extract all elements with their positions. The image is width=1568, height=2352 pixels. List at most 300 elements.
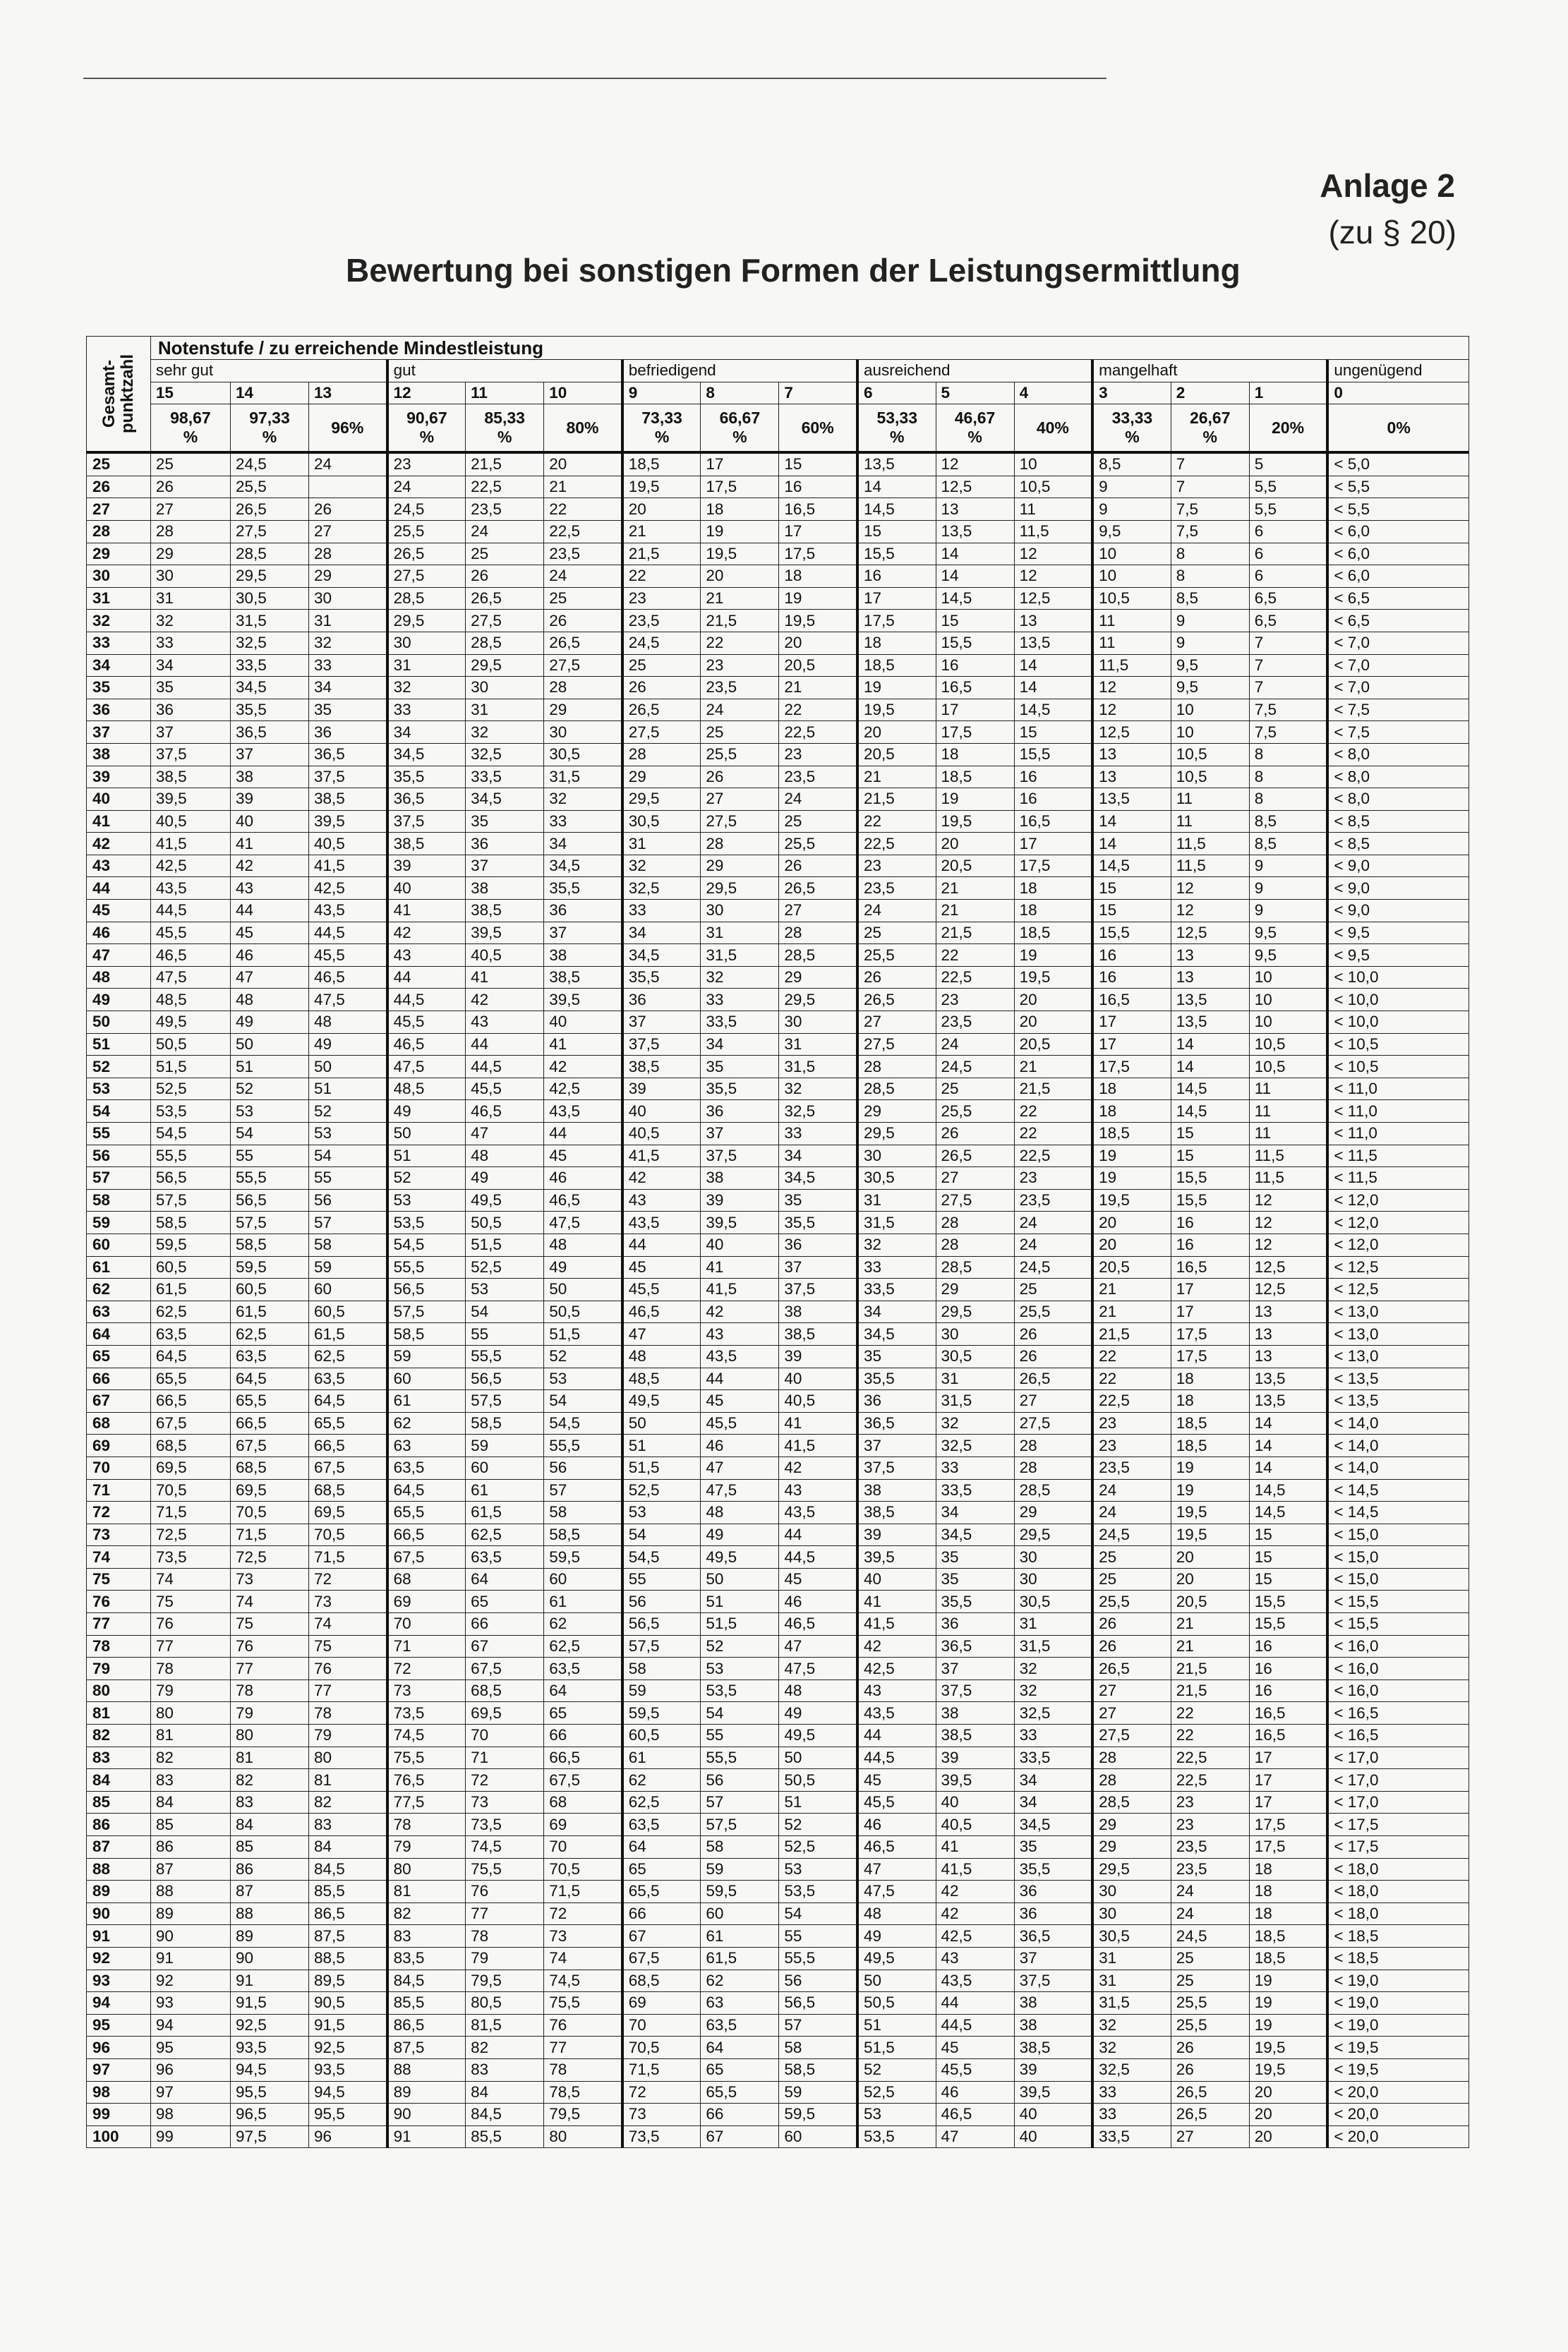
min-score-cell: 15 — [1014, 721, 1092, 744]
min-score-cell: 34 — [857, 1301, 936, 1323]
min-score-cell: 33,5 — [857, 1279, 936, 1301]
min-score-cell: 22 — [622, 565, 701, 588]
min-score-cell: 26,5 — [857, 989, 936, 1011]
min-score-cell: 48,5 — [387, 1078, 466, 1100]
min-score-cell: 21 — [622, 520, 701, 543]
min-score-cell: 39,5 — [701, 1212, 779, 1234]
min-score-cell: 29 — [779, 966, 857, 989]
min-score-cell: 6,5 — [1249, 587, 1327, 610]
min-score-cell: 15 — [1092, 900, 1171, 922]
table-row — [87, 498, 1469, 521]
min-score-cell: 39 — [1014, 2058, 1092, 2081]
min-score-cell: 15,5 — [1249, 1591, 1327, 1613]
min-score-cell: 77,5 — [387, 1791, 466, 1814]
min-score-cell: 22 — [1014, 1100, 1092, 1123]
min-score-cell: 38,5 — [309, 788, 387, 811]
min-score-cell: 25,5 — [936, 1100, 1014, 1123]
min-score-cell: 48 — [309, 1011, 387, 1034]
min-score-cell: 15 — [779, 452, 857, 476]
min-score-cell: 86 — [230, 1858, 308, 1881]
min-score-cell: 47 — [701, 1457, 779, 1479]
min-score-cell: 30,5 — [622, 810, 701, 833]
min-score-cell: 32 — [857, 1234, 936, 1256]
min-score-cell: 37 — [1014, 1947, 1092, 1970]
min-score-cell: 22 — [544, 498, 622, 521]
table-row — [87, 877, 1469, 900]
min-score-cell: 7,5 — [1171, 498, 1249, 521]
min-score-cell: 24,5 — [1092, 1524, 1171, 1546]
min-score-cell: 33 — [387, 699, 466, 721]
min-score-cell: 54 — [230, 1123, 308, 1145]
min-score-cell: 85 — [230, 1836, 308, 1859]
grade-points-header: 0 — [1327, 382, 1469, 404]
min-score-cell: 17,5 — [1171, 1345, 1249, 1368]
min-score-cell: 32,5 — [779, 1100, 857, 1123]
min-score-cell: 36,5 — [1014, 1925, 1092, 1948]
min-score-cell: 27 — [701, 788, 779, 811]
min-score-cell: 19 — [857, 677, 936, 699]
min-score-cell: 17,5 — [1092, 1056, 1171, 1078]
min-score-cell: 10 — [1249, 1011, 1327, 1034]
min-score-cell: 46,5 — [387, 1033, 466, 1056]
min-score-cell: 27 — [936, 1167, 1014, 1190]
min-score-cell: 23 — [936, 989, 1014, 1011]
min-score-cell: 25 — [1171, 1970, 1249, 1992]
min-score-cell: 12 — [1092, 677, 1171, 699]
total-points-cell: 66 — [87, 1368, 151, 1390]
min-score-cell: 41,5 — [701, 1279, 779, 1301]
min-score-cell: 23 — [1092, 1412, 1171, 1435]
min-score-cell: 67,5 — [622, 1947, 701, 1970]
annex-reference: (zu § 20) — [1328, 214, 1457, 251]
min-score-cell: 65,5 — [622, 1881, 701, 1903]
min-score-cell: 17 — [1092, 1033, 1171, 1056]
table-row — [87, 1234, 1469, 1256]
min-score-cell: 18 — [1249, 1881, 1327, 1903]
min-score-cell: 26,5 — [466, 587, 544, 610]
min-score-cell: 62,5 — [466, 1524, 544, 1546]
min-score-cell: 12 — [1171, 877, 1249, 900]
min-score-cell: 10,5 — [1171, 743, 1249, 766]
min-score-cell: 33,5 — [701, 1011, 779, 1034]
min-score-cell: 35 — [779, 1189, 857, 1212]
table-row — [87, 654, 1469, 677]
min-score-cell: 10 — [1171, 721, 1249, 744]
annex-label: Anlage 2 — [1320, 167, 1455, 204]
min-score-cell: 85,5 — [387, 1992, 466, 2015]
min-score-cell: 82 — [466, 2037, 544, 2059]
grade-points-header: 2 — [1171, 382, 1249, 404]
min-score-cell: 14 — [1171, 1033, 1249, 1056]
min-score-cell: 69 — [622, 1992, 701, 2015]
min-score-cell: 36,5 — [309, 743, 387, 766]
min-score-cell: 60,5 — [622, 1725, 701, 1747]
min-score-cell: 79 — [466, 1947, 544, 1970]
min-score-cell: 33 — [1092, 2104, 1171, 2126]
min-score-cell: 12 — [1092, 699, 1171, 721]
table-row — [87, 855, 1469, 877]
min-score-cell: 42,5 — [936, 1925, 1014, 1948]
min-score-cell: 27 — [1171, 2125, 1249, 2148]
min-score-cell: 9,5 — [1092, 520, 1171, 543]
min-score-cell: 63 — [387, 1435, 466, 1457]
min-score-cell: 71,5 — [230, 1524, 308, 1546]
min-score-cell: 56,5 — [622, 1613, 701, 1636]
min-score-cell: 48 — [779, 1679, 857, 1702]
min-score-cell: 73 — [309, 1591, 387, 1613]
min-score-cell: 78 — [150, 1658, 230, 1680]
min-score-cell: 49,5 — [150, 1011, 230, 1034]
total-points-cell: 25 — [87, 452, 151, 476]
min-score-cell: 18 — [857, 632, 936, 654]
min-score-cell: 42 — [936, 1881, 1014, 1903]
min-score-cell: 28 — [150, 520, 230, 543]
min-score-cell: 23 — [779, 743, 857, 766]
min-score-cell: 44,5 — [150, 900, 230, 922]
min-score-cell: 61,5 — [466, 1502, 544, 1524]
total-points-cell: 33 — [87, 632, 151, 654]
table-row — [87, 1970, 1469, 1992]
min-score-cell: 36 — [309, 721, 387, 744]
min-score-cell: 66,5 — [309, 1435, 387, 1457]
min-score-cell: 37 — [544, 922, 622, 944]
table-row — [87, 2058, 1469, 2081]
min-score-cell: 36 — [779, 1234, 857, 1256]
min-score-cell: 49,5 — [622, 1390, 701, 1413]
min-score-cell: 63,5 — [622, 1814, 701, 1836]
min-score-cell: 26 — [466, 565, 544, 588]
min-score-cell: 12 — [1014, 565, 1092, 588]
min-score-cell: 38,5 — [936, 1725, 1014, 1747]
min-score-cell: 15 — [1171, 1123, 1249, 1145]
min-score-cell: 14,5 — [1014, 699, 1092, 721]
min-score-cell: 41 — [544, 1033, 622, 1056]
min-score-cell: 76 — [466, 1881, 544, 1903]
min-score-cell: 51,5 — [544, 1323, 622, 1346]
min-score-cell: 39,5 — [150, 788, 230, 811]
min-score-cell: 30 — [936, 1323, 1014, 1346]
min-score-cell: 30 — [1092, 1881, 1171, 1903]
table-row — [87, 1814, 1469, 1836]
min-score-cell: 34 — [701, 1033, 779, 1056]
min-score-cell: < 10,0 — [1327, 966, 1469, 989]
min-score-cell: 83 — [309, 1814, 387, 1836]
min-score-cell: 54,5 — [150, 1123, 230, 1145]
min-score-cell: 74,5 — [387, 1725, 466, 1747]
min-score-cell: 20 — [1014, 1011, 1092, 1034]
min-score-cell: 77 — [466, 1902, 544, 1925]
min-score-cell: 22,5 — [936, 966, 1014, 989]
total-points-cell: 82 — [87, 1725, 151, 1747]
min-score-cell: 41,5 — [150, 833, 230, 855]
min-score-cell: 16,5 — [779, 498, 857, 521]
total-points-cell: 30 — [87, 565, 151, 588]
min-score-cell: 9 — [1171, 632, 1249, 654]
min-score-cell: 56,5 — [779, 1992, 857, 2015]
min-score-cell: 37 — [857, 1435, 936, 1457]
min-score-cell: 17,5 — [1014, 855, 1092, 877]
min-score-cell: 61,5 — [230, 1301, 308, 1323]
min-score-cell: 36 — [857, 1390, 936, 1413]
min-score-cell: 32 — [150, 610, 230, 632]
table-row — [87, 1524, 1469, 1546]
min-score-cell: 66 — [544, 1725, 622, 1747]
total-points-cell: 88 — [87, 1858, 151, 1881]
min-score-cell: 53,5 — [857, 2125, 936, 2148]
min-score-cell: 14,5 — [936, 587, 1014, 610]
min-score-cell: 35 — [936, 1568, 1014, 1591]
min-score-cell: 13,5 — [1249, 1368, 1327, 1390]
min-score-cell: 28 — [936, 1212, 1014, 1234]
min-score-cell: 16 — [1014, 788, 1092, 811]
min-score-cell: 60 — [466, 1457, 544, 1479]
min-score-cell: 35,5 — [622, 966, 701, 989]
min-score-cell: 73,5 — [466, 1814, 544, 1836]
min-score-cell: 30,5 — [936, 1345, 1014, 1368]
min-score-cell: 40 — [936, 1791, 1014, 1814]
total-points-cell: 46 — [87, 922, 151, 944]
min-score-cell: 53,5 — [387, 1212, 466, 1234]
min-score-cell: 9 — [1249, 900, 1327, 922]
min-score-cell: 10 — [1249, 989, 1327, 1011]
table-row — [87, 966, 1469, 989]
min-score-cell: 59,5 — [779, 2104, 857, 2126]
min-score-cell: 6 — [1249, 520, 1327, 543]
min-score-cell: 72 — [387, 1658, 466, 1680]
min-score-cell: 29,5 — [779, 989, 857, 1011]
min-score-cell: 9 — [1171, 610, 1249, 632]
min-score-cell: 16 — [936, 654, 1014, 677]
min-score-cell: 20,5 — [1171, 1591, 1249, 1613]
min-score-cell: 25 — [701, 721, 779, 744]
min-score-cell: 65,5 — [701, 2081, 779, 2104]
min-score-cell: 34 — [622, 922, 701, 944]
min-score-cell: 42 — [387, 922, 466, 944]
min-score-cell: 11,5 — [1171, 855, 1249, 877]
min-score-cell: 29 — [1092, 1836, 1171, 1859]
min-score-cell: 34,5 — [857, 1323, 936, 1346]
min-score-cell: 23,5 — [1014, 1189, 1092, 1212]
min-score-cell: 44,5 — [857, 1747, 936, 1769]
min-score-cell: 24 — [1014, 1212, 1092, 1234]
min-score-cell: 18,5 — [1171, 1412, 1249, 1435]
min-score-cell: 33 — [309, 654, 387, 677]
min-score-cell: 39 — [857, 1524, 936, 1546]
total-points-cell: 70 — [87, 1457, 151, 1479]
total-points-cell: 85 — [87, 1791, 151, 1814]
min-score-cell: 48 — [544, 1234, 622, 1256]
min-score-cell: 9,5 — [1171, 677, 1249, 699]
min-score-cell: 11 — [1249, 1100, 1327, 1123]
min-score-cell: 25,5 — [779, 833, 857, 855]
min-score-cell: 31 — [779, 1033, 857, 1056]
min-score-cell: 40,5 — [309, 833, 387, 855]
min-score-cell: 13,5 — [1092, 788, 1171, 811]
min-score-cell: 51,5 — [150, 1056, 230, 1078]
grade-group-header: ungenügend — [1327, 360, 1469, 382]
min-score-cell: 81 — [387, 1881, 466, 1903]
min-score-cell: < 10,5 — [1327, 1056, 1469, 1078]
min-score-cell: 31,5 — [936, 1390, 1014, 1413]
min-score-cell: 63,5 — [387, 1457, 466, 1479]
min-score-cell: 49 — [779, 1702, 857, 1725]
min-score-cell: 52 — [779, 1814, 857, 1836]
min-score-cell: 29,5 — [1092, 1858, 1171, 1881]
min-score-cell: 23,5 — [857, 877, 936, 900]
min-score-cell: 20 — [1249, 2081, 1327, 2104]
min-score-cell: 10 — [1092, 543, 1171, 565]
min-score-cell: 56,5 — [387, 1279, 466, 1301]
grade-group-header: sehr gut — [150, 360, 387, 382]
min-score-cell: 33,5 — [1092, 2125, 1171, 2148]
min-score-cell: 50 — [701, 1568, 779, 1591]
min-score-cell: 16 — [1014, 766, 1092, 788]
table-row — [87, 1457, 1469, 1479]
min-score-cell: 63,5 — [230, 1345, 308, 1368]
min-score-cell: 8,5 — [1249, 833, 1327, 855]
min-score-cell: 22 — [1092, 1368, 1171, 1390]
min-score-cell: 13,5 — [1171, 1011, 1249, 1034]
min-score-cell: 24 — [701, 699, 779, 721]
table-row — [87, 1658, 1469, 1680]
min-score-cell: 71,5 — [150, 1502, 230, 1524]
grade-points-header: 7 — [779, 382, 857, 404]
min-score-cell: 39,5 — [309, 810, 387, 833]
min-score-cell: 20,5 — [857, 743, 936, 766]
min-score-cell: 18 — [1171, 1368, 1249, 1390]
min-score-cell: 38 — [1014, 2014, 1092, 2037]
table-row — [87, 810, 1469, 833]
min-score-cell: 46,5 — [544, 1189, 622, 1212]
min-score-cell: 24 — [1092, 1479, 1171, 1502]
min-score-cell: 50 — [387, 1123, 466, 1145]
min-score-cell: 27 — [1092, 1702, 1171, 1725]
min-score-cell: 23 — [622, 587, 701, 610]
min-score-cell: < 19,0 — [1327, 1970, 1469, 1992]
min-score-cell: 24 — [309, 452, 387, 476]
min-score-cell: 46 — [857, 1814, 936, 1836]
min-score-cell: 66 — [466, 1613, 544, 1636]
min-score-cell: 22,5 — [1092, 1390, 1171, 1413]
min-score-cell: 28,5 — [230, 543, 308, 565]
min-score-cell: 8 — [1249, 788, 1327, 811]
min-score-cell: 54,5 — [387, 1234, 466, 1256]
min-score-cell: 52,5 — [150, 1078, 230, 1100]
min-score-cell: 74 — [230, 1591, 308, 1613]
min-score-cell: 59 — [779, 2081, 857, 2104]
min-score-cell: 21,5 — [466, 452, 544, 476]
total-points-cell: 45 — [87, 900, 151, 922]
min-score-cell: 17 — [936, 699, 1014, 721]
min-score-cell: 52 — [230, 1078, 308, 1100]
min-score-cell: 43 — [779, 1479, 857, 1502]
total-points-cell: 51 — [87, 1033, 151, 1056]
min-score-cell: 37,5 — [387, 810, 466, 833]
table-row — [87, 699, 1469, 721]
min-score-cell: 31 — [309, 610, 387, 632]
min-score-cell: 91 — [230, 1970, 308, 1992]
table-row — [87, 1858, 1469, 1881]
min-score-cell: 24,5 — [1014, 1256, 1092, 1279]
table-row — [87, 1881, 1469, 1903]
grade-points-header: 5 — [936, 382, 1014, 404]
min-score-cell: 13,5 — [1249, 1390, 1327, 1413]
table-row — [87, 1100, 1469, 1123]
total-points-cell: 71 — [87, 1479, 151, 1502]
min-score-cell: 68 — [387, 1568, 466, 1591]
min-score-cell: 9 — [1092, 476, 1171, 498]
min-score-cell: 15,5 — [1249, 1613, 1327, 1636]
total-points-cell: 97 — [87, 2058, 151, 2081]
min-score-cell: 20 — [1171, 1568, 1249, 1591]
min-score-cell: 24,5 — [387, 498, 466, 521]
min-score-cell: 58 — [622, 1658, 701, 1680]
min-score-cell: 68,5 — [150, 1435, 230, 1457]
min-score-cell: < 19,0 — [1327, 1992, 1469, 2015]
min-score-cell: 36 — [701, 1100, 779, 1123]
min-score-cell: 19 — [936, 788, 1014, 811]
min-score-cell: 70 — [387, 1613, 466, 1636]
min-score-cell: 16 — [779, 476, 857, 498]
page-title: Bewertung bei sonstigen Formen der Leistungsermittlung — [346, 252, 1241, 289]
min-score-cell: 11 — [1171, 788, 1249, 811]
min-score-cell: 7,5 — [1171, 520, 1249, 543]
min-score-cell: 47 — [936, 2125, 1014, 2148]
min-score-cell: 56 — [779, 1970, 857, 1992]
min-score-cell: 35 — [701, 1056, 779, 1078]
min-score-cell: 50,5 — [857, 1992, 936, 2015]
top-rule — [83, 78, 1106, 79]
min-score-cell: 13 — [936, 498, 1014, 521]
min-score-cell: 53 — [857, 2104, 936, 2126]
min-score-cell: 26,5 — [936, 1145, 1014, 1167]
min-score-cell: 50 — [544, 1279, 622, 1301]
min-score-cell: 41 — [230, 833, 308, 855]
table-row — [87, 922, 1469, 944]
total-points-cell: 77 — [87, 1613, 151, 1636]
min-score-cell: 17,5 — [701, 476, 779, 498]
min-score-cell: 93 — [150, 1992, 230, 2015]
min-score-cell: 27 — [1092, 1679, 1171, 1702]
min-score-cell: 49,5 — [779, 1725, 857, 1747]
grade-points-header: 12 — [387, 382, 466, 404]
min-score-cell: < 17,5 — [1327, 1836, 1469, 1859]
total-points-cell: 50 — [87, 1011, 151, 1034]
min-score-cell: 40 — [1014, 2125, 1092, 2148]
grade-points-header: 10 — [544, 382, 622, 404]
minimum-percentage-header: 96% — [309, 404, 387, 453]
total-points-cell: 95 — [87, 2014, 151, 2037]
min-score-cell: 20 — [936, 833, 1014, 855]
grade-points-header: 15 — [150, 382, 230, 404]
min-score-cell: 9 — [1249, 877, 1327, 900]
min-score-cell: 35,5 — [1014, 1858, 1092, 1881]
min-score-cell: 89 — [387, 2081, 466, 2104]
total-points-cell: 42 — [87, 833, 151, 855]
min-score-cell: 47,5 — [544, 1212, 622, 1234]
min-score-cell: 30 — [701, 900, 779, 922]
min-score-cell: < 20,0 — [1327, 2104, 1469, 2126]
table-row — [87, 2037, 1469, 2059]
min-score-cell: 27,5 — [936, 1189, 1014, 1212]
min-score-cell: 14 — [857, 476, 936, 498]
min-score-cell: 80 — [309, 1747, 387, 1769]
min-score-cell: 27 — [1014, 1390, 1092, 1413]
min-score-cell: 34,5 — [622, 944, 701, 967]
min-score-cell: 32 — [701, 966, 779, 989]
min-score-cell: 55 — [230, 1145, 308, 1167]
min-score-cell: < 12,5 — [1327, 1279, 1469, 1301]
